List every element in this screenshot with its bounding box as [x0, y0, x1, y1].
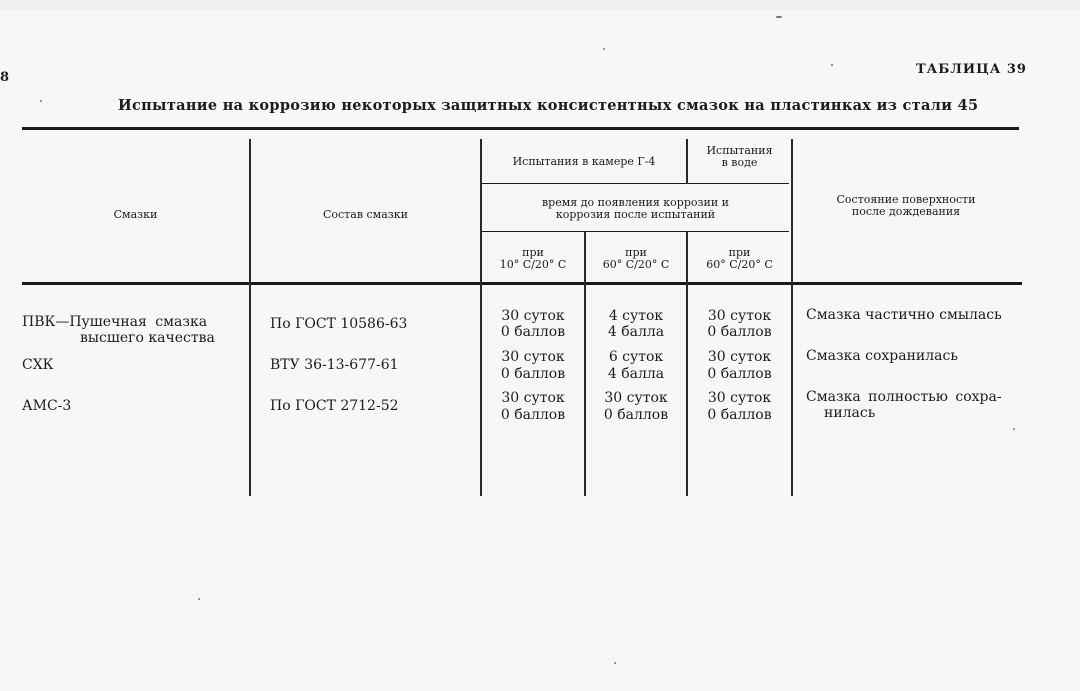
row1-name-line2: высшего качества — [80, 330, 215, 346]
header-cond-60a-line1: при — [625, 246, 647, 259]
page-number: 8 — [0, 70, 10, 85]
header-cond-60a-line2: 60° С/20° С — [602, 258, 670, 271]
table-label: ТАБЛИЦА 39 — [916, 62, 1027, 77]
header-chamber: Испытания в камере Г-4 — [512, 155, 656, 168]
col-divider-1 — [249, 139, 251, 496]
header-surface — [793, 194, 1019, 218]
header-greases: Смазки — [113, 208, 158, 221]
scan-speck — [1013, 428, 1015, 430]
scan-speck — [614, 662, 616, 664]
row2-state-line1: Смазка сохранилась — [806, 348, 958, 364]
row3-c3-score: 0 баллов — [707, 407, 772, 423]
scan-speck — [40, 100, 42, 102]
header-bottom-rule — [22, 282, 1022, 285]
header-water-line2: в воде — [721, 156, 758, 169]
row3-c1-score: 0 баллов — [500, 407, 566, 423]
header-cond-10-line2: 10° С/20° С — [499, 258, 567, 271]
row1-c3-days: 30 суток — [707, 308, 772, 324]
header-time — [482, 197, 789, 221]
row3-state-line1: Смазка полностью сохра- — [806, 389, 1002, 405]
row3-c2-days: 30 суток — [604, 390, 668, 406]
header-cond-60b-line2: 60° С/20° С — [706, 258, 773, 271]
row1-composition: По ГОСТ 10586-63 — [270, 316, 408, 332]
top-bar — [0, 0, 1080, 10]
header-cond-10 — [482, 247, 584, 271]
row1-state-line1: Смазка частично смылась — [806, 307, 1002, 323]
row1-name-line1: ПВК—Пушечная смазка — [22, 314, 208, 330]
row2-name-line1: СХК — [22, 357, 54, 373]
row3-c3-days: 30 суток — [707, 390, 772, 406]
chamber-divider — [481, 183, 789, 184]
row3-c1-days: 30 суток — [501, 390, 565, 406]
scan-speck — [776, 16, 782, 18]
row3-composition: По ГОСТ 2712-52 — [270, 398, 399, 414]
row1-c2-score: 4 балла — [607, 324, 665, 340]
row2-c1-days: 30 суток — [501, 349, 565, 365]
row1-c2-days: 4 суток — [608, 308, 664, 324]
scan-speck — [831, 64, 833, 66]
table-title: Испытание на коррозию некоторых защитных консистентных смазок на пластинках из стали 45 — [118, 97, 979, 114]
header-time-line2: коррозия после испытаний — [555, 208, 716, 221]
header-water-line1: Испытания — [706, 144, 773, 157]
row1-c1-score: 0 баллов — [500, 324, 566, 340]
col-divider-5 — [791, 139, 793, 496]
header-cond-60b — [688, 247, 791, 271]
time-divider — [481, 231, 789, 232]
scan-speck — [198, 598, 200, 600]
row2-c2-days: 6 суток — [608, 349, 664, 365]
row2-c3-score: 0 баллов — [707, 366, 772, 382]
scan-speck — [603, 48, 605, 50]
row2-c3-days: 30 суток — [707, 349, 772, 365]
header-composition: Состав смазки — [322, 208, 408, 221]
row1-c1-days: 30 суток — [501, 308, 565, 324]
row2-c1-score: 0 баллов — [500, 366, 566, 382]
header-cond-10-line1: при — [522, 246, 544, 259]
row1-c3-score: 0 баллов — [707, 324, 772, 340]
row3-c2-score: 0 баллов — [603, 407, 669, 423]
header-water — [688, 145, 791, 169]
header-cond-60b-line1: при — [728, 246, 751, 259]
row3-state-line2: нилась — [824, 405, 876, 421]
header-cond-60a — [586, 247, 686, 271]
header-surface-line1: Состояние поверхности — [836, 193, 976, 206]
row3-name-line1: АМС-3 — [22, 398, 72, 414]
row2-c2-score: 4 балла — [607, 366, 665, 382]
top-rule — [22, 127, 1019, 130]
header-time-line1: время до появления коррозии и — [541, 196, 729, 209]
header-surface-line2: после дождевания — [851, 205, 961, 218]
row2-composition: ВТУ 36-13-677-61 — [270, 357, 399, 373]
